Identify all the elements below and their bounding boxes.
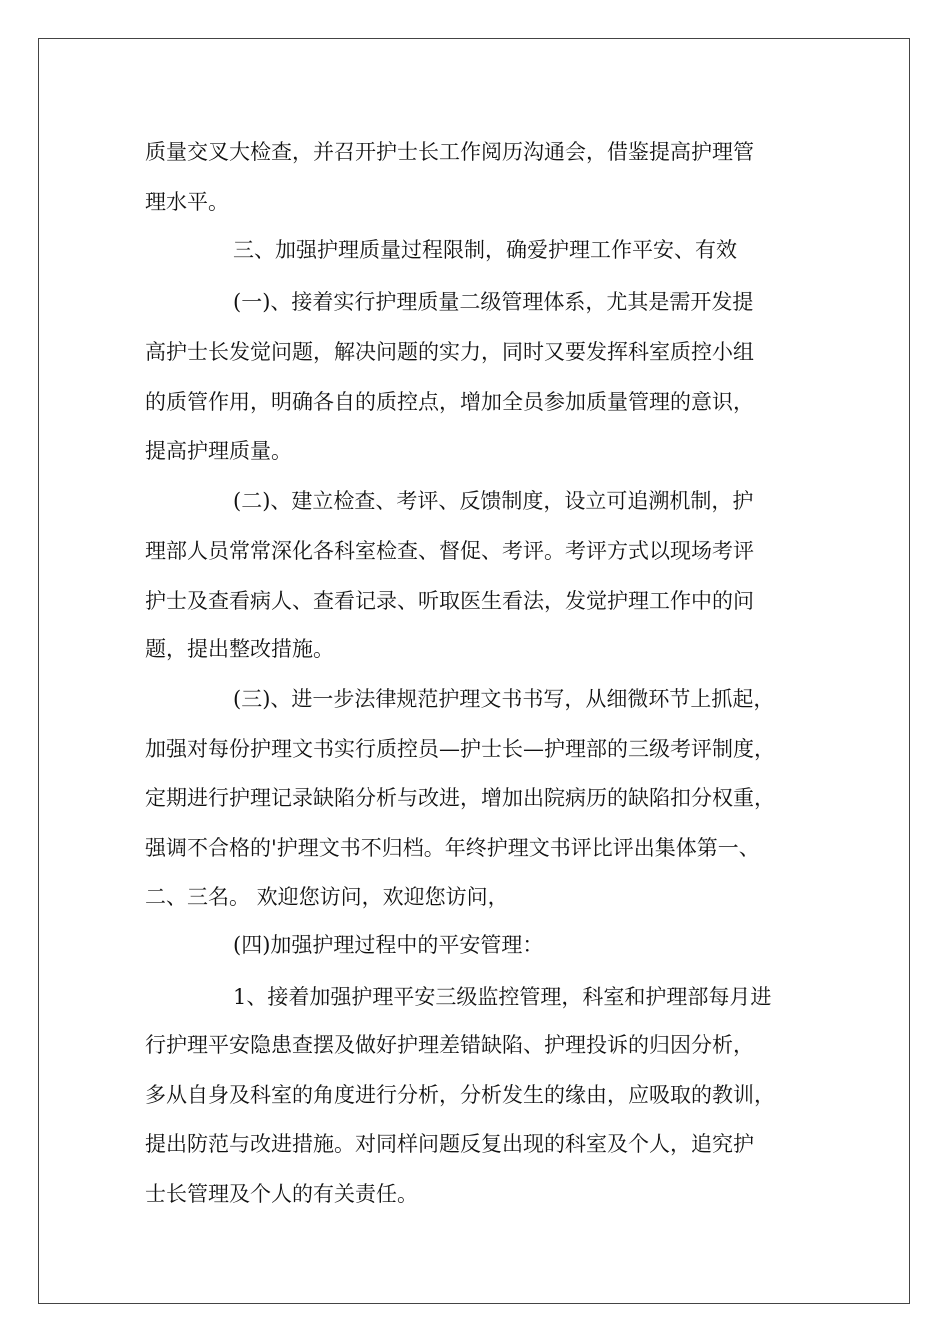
- body-line: 提高护理质量。: [145, 439, 292, 463]
- page-border: [38, 38, 910, 1304]
- subsection-line: 1、接着加强护理平安三级监控管理，科室和护理部每月进: [233, 985, 772, 1009]
- body-line: 质量交叉大检查，并召开护士长工作阅历沟通会，借鉴提高护理管: [145, 140, 754, 164]
- body-line: 理部人员常常深化各科室检查、督促、考评。考评方式以现场考评: [145, 539, 754, 563]
- body-line: 的质管作用，明确各自的质控点，增加全员参加质量管理的意识，: [145, 390, 754, 414]
- body-line: 定期进行护理记录缺陷分析与改进，增加出院病历的缺陷扣分权重，: [145, 786, 775, 810]
- body-line: 士长管理及个人的有关责任。: [145, 1182, 418, 1206]
- body-line: 多从自身及科室的角度进行分析，分析发生的缘由，应吸取的教训，: [145, 1083, 775, 1107]
- body-line: 题，提出整改措施。: [145, 637, 334, 661]
- subsection-line: (四)加强护理过程中的平安管理：: [233, 933, 544, 957]
- body-line: 加强对每份护理文书实行质控员—护士长—护理部的三级考评制度，: [145, 737, 775, 761]
- body-line: 提出防范与改进措施。对同样问题反复出现的科室及个人，追究护: [145, 1132, 754, 1156]
- body-line: 理水平。: [145, 190, 229, 214]
- subsection-line: (一)、接着实行护理质量二级管理体系，尤其是需开发提: [233, 290, 754, 314]
- section-heading: 三、加强护理质量过程限制，确爱护理工作平安、有效: [233, 238, 737, 262]
- body-line: 强调不合格的'护理文书不归档。年终护理文书评比评出集体第一、: [145, 836, 760, 860]
- subsection-line: (三)、进一步法律规范护理文书书写，从细微环节上抓起，: [233, 687, 775, 711]
- body-line: 高护士长发觉问题，解决问题的实力，同时又要发挥科室质控小组: [145, 340, 754, 364]
- subsection-line: (二)、建立检查、考评、反馈制度，设立可追溯机制，护: [233, 489, 754, 513]
- body-line: 行护理平安隐患查摆及做好护理差错缺陷、护理投诉的归因分析，: [145, 1033, 754, 1057]
- body-line: 护士及查看病人、查看记录、听取医生看法，发觉护理工作中的问: [145, 589, 754, 613]
- body-line: 二、三名。 欢迎您访问，欢迎您访问，: [145, 885, 509, 909]
